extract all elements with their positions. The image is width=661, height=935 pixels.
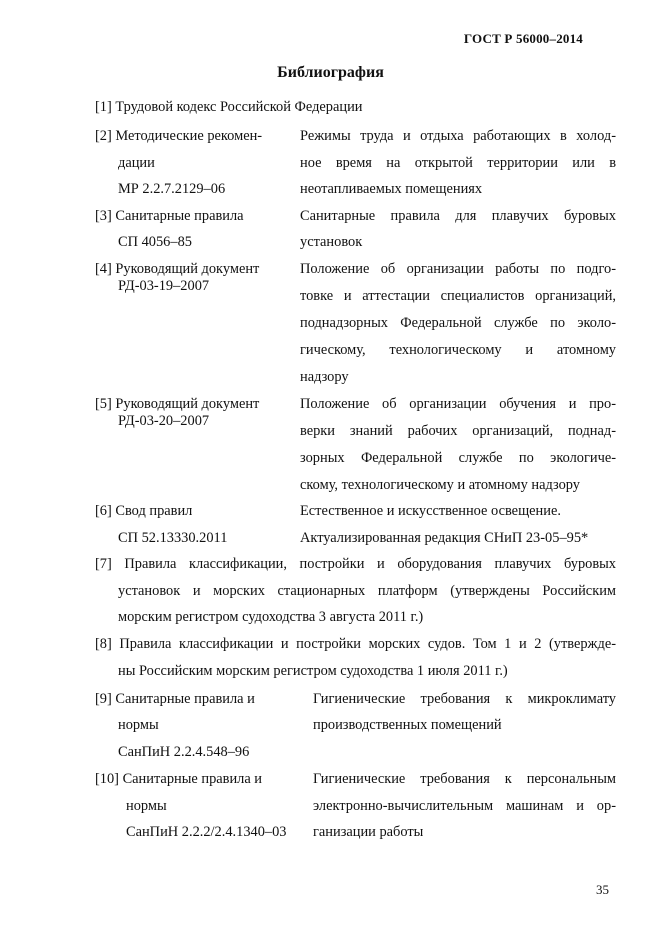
bib-doc-code: СанПиН 2.2.4.548–96 xyxy=(118,744,250,760)
bib-doc-title: неотапливаемых помещениях xyxy=(300,181,483,197)
bib-doc-title: поднадзорных Федеральной службе по эколо- xyxy=(300,315,616,331)
bib-doc-title: Естественное и искусственное освещение. xyxy=(300,503,561,519)
bib-doc-code: РД-03-20–2007 xyxy=(118,413,210,429)
bib-doc-code: РД-03-19–2007 xyxy=(118,278,210,294)
bib-doc-title: товке и аттестации специалистов организаций, xyxy=(300,288,616,304)
bib-doc-type: [3] Санитарные правила xyxy=(95,208,244,224)
bib-doc-title: Положение об организации работы по подго- xyxy=(300,261,616,277)
bib-line: [8] Правила классификации и постройки морских судов. Том 1 и 2 (утвержде- xyxy=(95,636,616,652)
bib-doc-code: МР 2.2.7.2129–06 xyxy=(118,181,226,197)
bib-line: установок и морских стационарных платформ (утверждены Российским xyxy=(118,583,616,599)
bib-doc-title: гическому, технологическому и атомному xyxy=(300,342,616,358)
bib-doc-code: СП 52.13330.2011 xyxy=(118,530,228,546)
bib-doc-title: Гигиенические требования к микроклимату xyxy=(313,691,616,707)
bib-doc-title: ганизации работы xyxy=(313,824,424,840)
bib-line: [1] Трудовой кодекс Российской Федерации xyxy=(95,99,363,115)
bib-doc-type: [5] Руководящий документ xyxy=(95,396,260,412)
bib-doc-type: нормы xyxy=(118,717,159,733)
bib-doc-type: [4] Руководящий документ xyxy=(95,261,260,277)
bib-doc-title: электронно-вычислительным машинам и ор- xyxy=(313,798,616,814)
bib-doc-title: надзору xyxy=(300,369,349,385)
bib-doc-code: СП 4056–85 xyxy=(118,234,192,250)
bib-doc-title: скому, технологическому и атомному надзору xyxy=(300,477,580,493)
bib-doc-title: Санитарные правила для плавучих буровых xyxy=(300,208,616,224)
bib-doc-title: Положение об организации обучения и про- xyxy=(300,396,616,412)
bib-line: морским регистром судоходства 3 августа 2011 г.) xyxy=(118,609,424,625)
bib-line: ны Российским морским регистром судоходства 1 июля 2011 г.) xyxy=(118,663,508,679)
bib-doc-type: [10] Санитарные правила и xyxy=(95,771,263,787)
page-title: Библиография xyxy=(277,64,384,81)
bib-doc-title: Актуализированная редакция СНиП 23-05–95* xyxy=(300,530,589,546)
bib-doc-title: ное время на открытой территории или в xyxy=(300,155,616,171)
bib-doc-title: установок xyxy=(300,234,363,250)
bib-doc-type: [2] Методические рекомен- xyxy=(95,128,263,144)
bib-doc-type: [9] Санитарные правила и xyxy=(95,691,255,707)
bib-doc-type: дации xyxy=(118,155,155,171)
bib-doc-type: [6] Свод правил xyxy=(95,503,193,519)
bib-doc-title: производственных помещений xyxy=(313,717,502,733)
running-header: ГОСТ Р 56000–2014 xyxy=(463,31,583,46)
bib-doc-title: зорных Федеральной службе по экологиче- xyxy=(300,450,616,466)
bib-doc-title: Гигиенические требования к персональным xyxy=(313,771,616,787)
bib-line: [7] Правила классификации, постройки и оборудования плавучих буровых xyxy=(95,556,616,572)
page-number: 35 xyxy=(596,882,609,897)
bib-doc-title: Режимы труда и отдыха работающих в холод- xyxy=(300,128,616,144)
bib-doc-type: нормы xyxy=(126,798,167,814)
bib-doc-title: верки знаний рабочих организаций, поднад- xyxy=(300,423,616,439)
bib-doc-code: СанПиН 2.2.2/2.4.1340–03 xyxy=(126,824,287,840)
